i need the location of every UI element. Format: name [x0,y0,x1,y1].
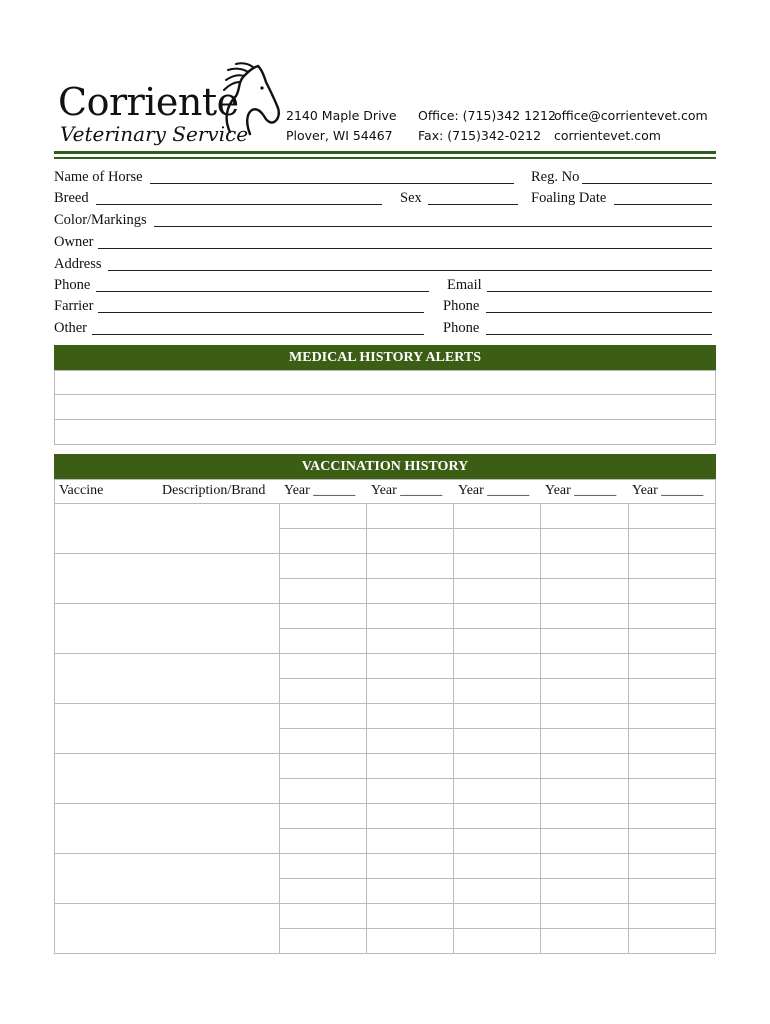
other-field[interactable] [54,318,424,338]
vaccination-subrow-divider [279,528,716,529]
color-markings-label: Color/Markings [54,212,147,228]
vaccination-subrow-divider [279,678,716,679]
email-label: Email [447,277,482,293]
farrier-label: Farrier [54,298,94,314]
fax-number: Fax: (715)342-0212 [418,128,542,143]
owner-field[interactable] [54,232,712,252]
office-phone: Office: (715)342 1212 [418,108,556,123]
other-line[interactable] [92,334,424,335]
header-rule-thick [54,151,716,154]
email-line[interactable] [487,291,712,292]
name-of-horse-line[interactable] [150,183,514,184]
name-of-horse-field[interactable] [54,167,514,187]
vaccination-row-divider [54,553,716,554]
vaccination-row-divider [54,603,716,604]
farrier-field[interactable] [54,296,424,316]
owner-label: Owner [54,234,94,250]
address-line2: Plover, WI 54467 [286,128,393,143]
vaccination-row-divider [54,803,716,804]
letterhead [54,62,716,162]
col-description-brand: Description/Brand [162,483,266,498]
col-vaccine: Vaccine [59,483,104,498]
vaccination-subrow-divider [279,728,716,729]
vaccination-header-divider [54,503,716,504]
address-field[interactable] [54,254,712,274]
owner-line[interactable] [98,248,712,249]
vaccination-row-divider [54,753,716,754]
phone-block [418,106,556,146]
foaling-date-field[interactable] [531,188,712,208]
col-year-5: Year ______ [632,483,704,498]
breed-line[interactable] [96,204,382,205]
vaccination-row-divider [54,703,716,704]
col-year-3: Year ______ [458,483,530,498]
header-rule-thin [54,157,716,159]
vaccination-subrow-divider [279,628,716,629]
breed-field[interactable] [54,188,382,208]
sex-line[interactable] [428,204,518,205]
medical-row-divider [54,419,716,420]
other-label: Other [54,320,88,336]
other-phone-field[interactable] [443,318,712,338]
other-phone-label: Phone [443,320,480,336]
breed-label: Breed [54,190,89,206]
farrier-phone-line[interactable] [486,312,712,313]
foaling-date-line[interactable] [614,204,712,205]
reg-no-label: Reg. No [531,169,580,185]
vaccination-subrow-divider [279,778,716,779]
logo-subtitle: Veterinary Service [60,122,249,146]
farrier-line[interactable] [98,312,424,313]
farrier-phone-field[interactable] [443,296,712,316]
col-year-1: Year ______ [284,483,356,498]
color-markings-field[interactable] [54,210,712,230]
vaccination-row-divider [54,653,716,654]
vaccination-table [54,479,716,954]
vaccination-row-divider [54,853,716,854]
medical-row-divider [54,394,716,395]
medical-history-header: MEDICAL HISTORY ALERTS [54,345,716,370]
farrier-phone-label: Phone [443,298,480,314]
address-line[interactable] [108,270,712,271]
phone-field[interactable] [54,275,429,295]
horse-head-icon [218,62,284,144]
email-address: office@corrientevet.com [554,108,708,123]
address-line1: 2140 Maple Drive [286,108,397,123]
vaccination-subrow-divider [279,578,716,579]
email-field[interactable] [447,275,712,295]
reg-no-field[interactable] [531,167,712,187]
name-of-horse-label: Name of Horse [54,169,143,185]
website: corrientevet.com [554,128,661,143]
vaccination-subrow-divider [279,928,716,929]
sex-field[interactable] [400,188,518,208]
foaling-date-label: Foaling Date [531,190,607,206]
phone-line[interactable] [96,291,429,292]
address-block [286,106,397,146]
other-phone-line[interactable] [486,334,712,335]
vaccination-subrow-divider [279,878,716,879]
col-year-4: Year ______ [545,483,617,498]
sex-label: Sex [400,190,422,206]
vaccination-history-header: VACCINATION HISTORY [54,454,716,479]
medical-history-table [54,370,716,445]
web-block [554,106,708,146]
logo-name: Corriente [58,80,239,124]
vaccination-row-divider [54,903,716,904]
vaccination-subrow-divider [279,828,716,829]
color-markings-line[interactable] [154,226,712,227]
reg-no-line[interactable] [582,183,712,184]
phone-label: Phone [54,277,91,293]
address-label: Address [54,256,102,272]
col-year-2: Year ______ [371,483,443,498]
